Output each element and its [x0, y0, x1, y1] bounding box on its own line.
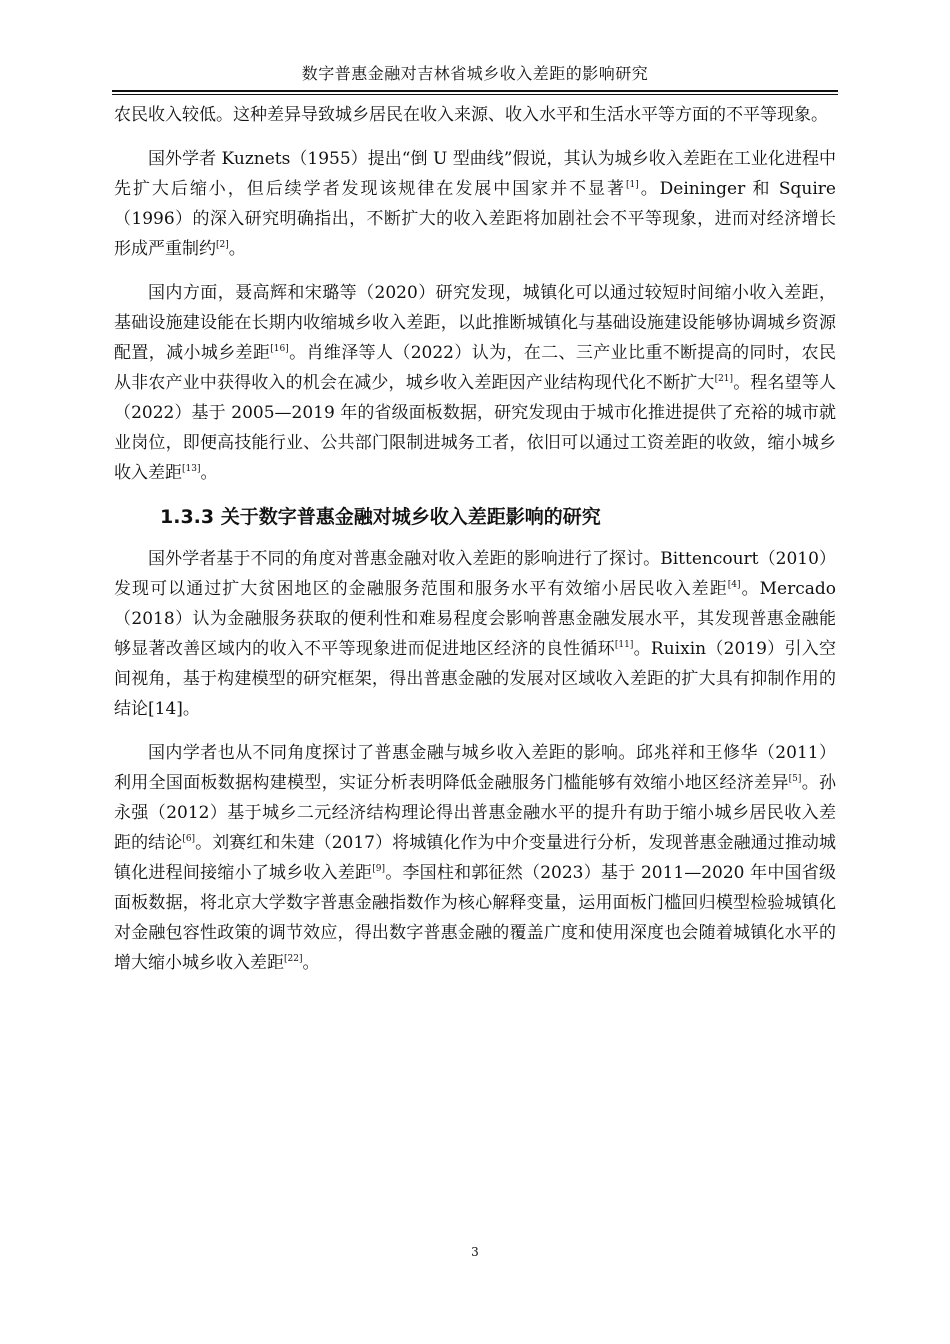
page-body	[114, 100, 836, 992]
citation-ref: [1]	[625, 180, 639, 190]
paragraph-text: 。Ruixin（2019）引入空间视角，基于构建模型的研究框架，得出普惠金融的发展对区域收入差距的扩大具有抑制作用的结论[14]。	[114, 639, 836, 719]
paragraph-text: 。Mercado（2018）认为金融服务获取的便利性和难易程度会影响普惠金融发展水平，其发现普惠金融能够显著改善区域内的收入不平等现象进而促进地区经济的良性循环	[114, 579, 837, 659]
paragraph-text: 农民收入较低。这种差异导致城乡居民在收入来源、收入水平和生活水平等方面的不平等现象。	[114, 105, 828, 125]
paragraph-text: 。程名望等人（2022）基于 2005—2019 年的省级面板数据，研究发现由于城市化推进提供了充裕的城市就业岗位，即便高技能行业、公共部门限制进城务工者，依旧可以通过工资差距的收敛，缩小城乡收入差距	[114, 373, 837, 483]
citation-ref: [5]	[788, 774, 802, 784]
paragraph-continued	[114, 100, 836, 130]
citation-ref: [11]	[614, 640, 634, 650]
page-number: 3	[471, 1245, 479, 1259]
header-rule-thin	[112, 94, 838, 95]
paragraph-text: 国内方面，聂高辉和宋璐等（2020）研究发现，城镇化可以通过较短时间缩小收入差距，基础设施建设能在长期内收缩城乡收入差距，以此推断城镇化与基础设施建设能够协调城乡资源配置，减小城乡差距	[114, 283, 836, 363]
paragraph-text: 。	[200, 463, 218, 483]
paragraph-text: 。肖维泽等人（2022）认为，在二、三产业比重不断提高的同时，农民从非农产业中获得收入的机会在减少，城乡收入差距因产业结构现代化不断扩大	[114, 343, 837, 393]
paragraph-text: 。李国柱和郭征然（2023）基于 2011—2020 年中国省级面板数据，将北京大学数字普惠金融指数作为核心解释变量，运用面板门槛回归模型检验城镇化对金融包容性政策的调节效应，得出数字普惠金融的覆盖广度和使用深度也会随着城镇化水平的增大缩小城乡收入差距	[114, 863, 836, 973]
paragraph-text: 国外学者 Kuznets（1955）提出“倒 U 型曲线”假说，其认为城乡收入差距在工业化进程中先扩大后缩小，但后续学者发现该规律在发展中国家并不显著	[114, 149, 836, 199]
paragraph-foreign-inclusive-finance	[114, 544, 836, 724]
paragraph-text: 。	[302, 953, 320, 973]
paragraph-text: 。刘赛红和朱建（2017）将城镇化作为中介变量进行分析，发现普惠金融通过推动城镇化进程间接缩小了城乡收入差距	[114, 833, 837, 883]
paragraph-text: 国外学者基于不同的角度对普惠金融对收入差距的影响进行了探讨。Bittencourt（2010）发现可以通过扩大贫困地区的金融服务范围和服务水平有效缩小居民收入差距	[114, 549, 836, 599]
paragraph-text: 。孙永强（2012）基于城乡二元经济结构理论得出普惠金融水平的提升有助于缩小城乡居民收入差距的结论	[114, 773, 837, 853]
header-rule-thick	[112, 90, 838, 92]
paragraph-domestic-scholars	[114, 278, 836, 488]
citation-ref: [6]	[182, 834, 196, 844]
citation-ref: [9]	[372, 864, 386, 874]
citation-ref: [4]	[727, 580, 741, 590]
citation-ref: [22]	[284, 954, 303, 964]
citation-ref: [2]	[216, 240, 229, 250]
section-heading: 1.3.3 关于数字普惠金融对城乡收入差距影响的研究	[160, 506, 601, 528]
citation-ref: [13]	[182, 464, 201, 474]
paragraph-domestic-inclusive-finance	[114, 738, 836, 978]
paragraph-foreign-scholars	[114, 144, 836, 264]
citation-ref: [16]	[270, 344, 289, 354]
paragraph-text: 。	[228, 239, 246, 259]
paragraph-text: 。Deininger 和 Squire（1996）的深入研究明确指出，不断扩大的收入差距将加剧社会不平等现象，进而对经济增长形成严重制约	[114, 179, 836, 259]
paragraph-text: 国内学者也从不同角度探讨了普惠金融与城乡收入差距的影响。邱兆祥和王修华（2011）利用全国面板数据构建模型，实证分析表明降低金融服务门槛能够有效缩小地区经济差异	[114, 743, 836, 793]
citation-ref: [21]	[714, 374, 734, 384]
running-header: 数字普惠金融对吉林省城乡收入差距的影响研究	[301, 64, 649, 83]
